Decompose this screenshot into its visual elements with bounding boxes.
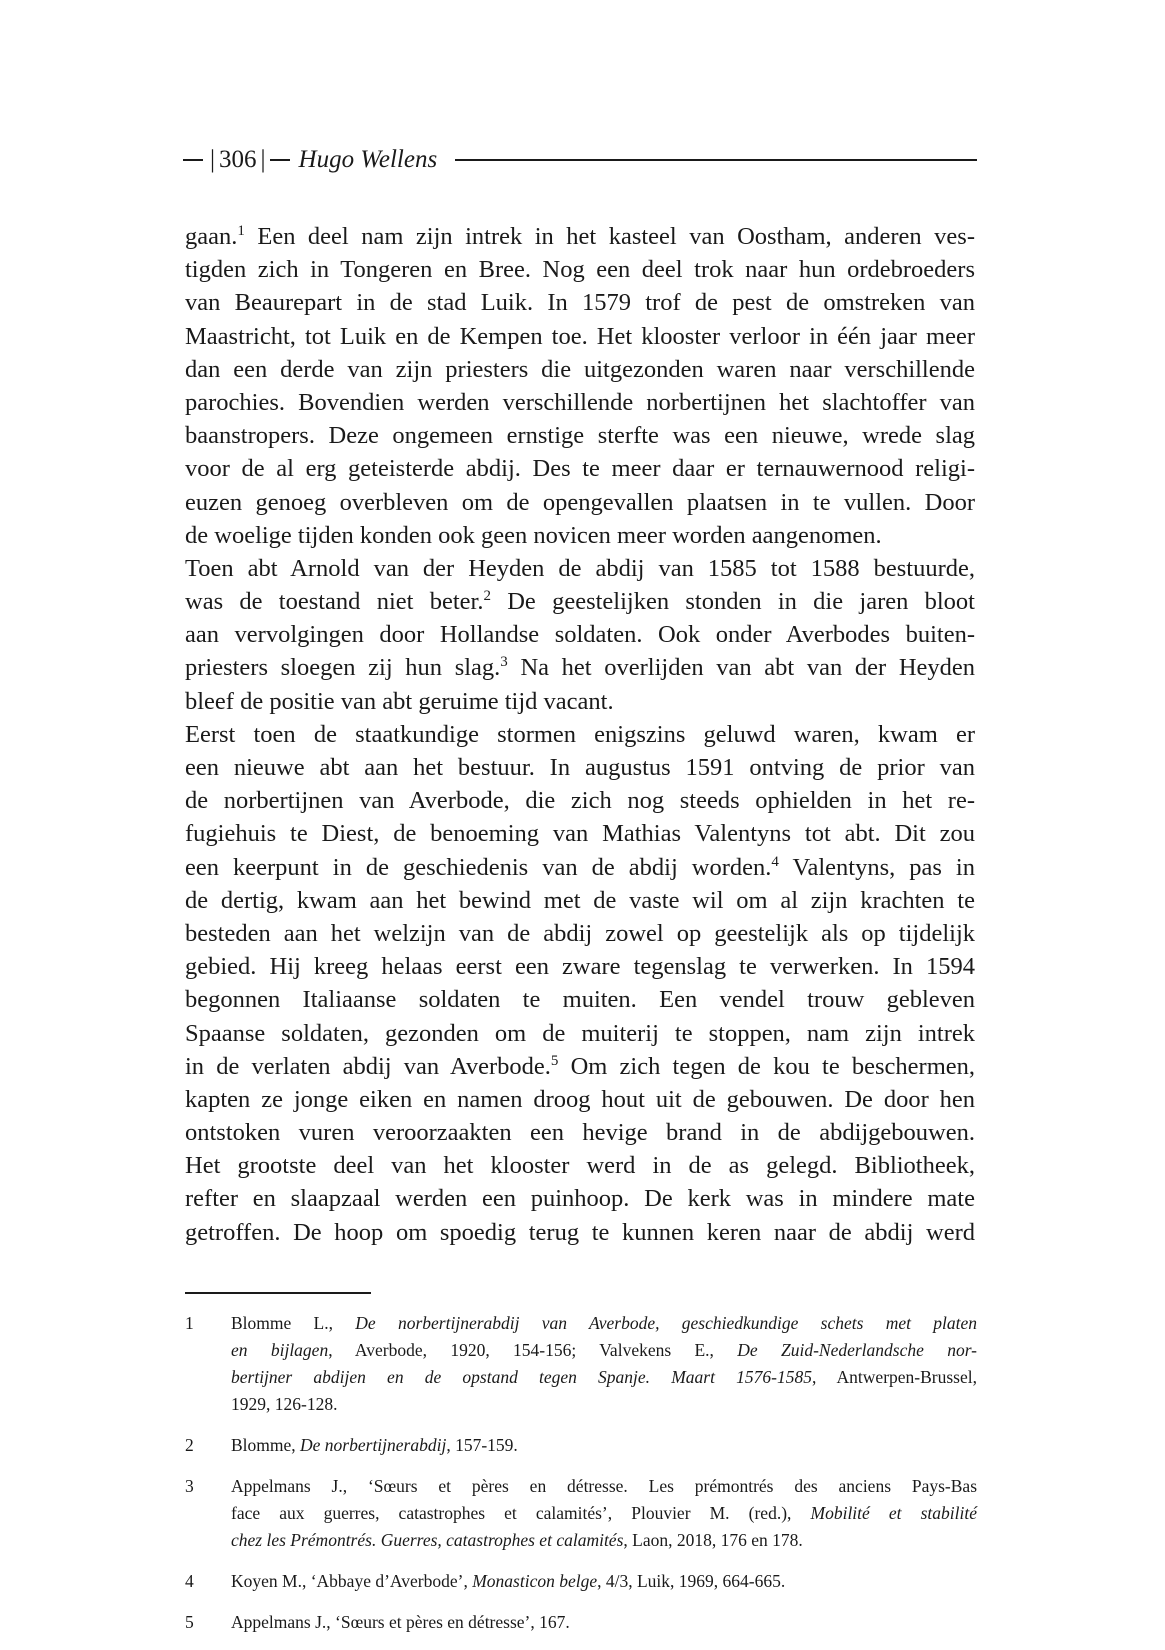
body-text-run: dan een derde van zijn priesters die uitgezonden waren naar verschillende — [185, 355, 975, 383]
footnote — [185, 1473, 977, 1554]
body-text-run: Valentyns, pas in — [778, 853, 975, 881]
body-text-run: de dertig, kwam aan het bewind met de vaste wil om al zijn krachten te — [185, 886, 975, 914]
body-line — [185, 751, 975, 784]
body-text-run: priesters sloegen zij hun slag. — [185, 654, 501, 682]
body-text-run: fugiehuis te Diest, de benoeming van Mathias Valentyns tot abt. Dit zou — [185, 820, 975, 848]
body-text-run: De geestelijken stonden in die jaren bloot — [490, 588, 975, 616]
body-line — [185, 286, 975, 319]
body-line — [185, 1083, 975, 1116]
footnote-number: 2 — [185, 1435, 194, 1455]
body-text-run: kapten ze jonge eiken en namen droog hout uit de gebouwen. De door hen — [185, 1085, 975, 1113]
footnote-line — [231, 1310, 977, 1337]
header-bar-left: | — [210, 146, 216, 173]
body-text-run: parochies. Bovendien werden verschillende norbertijnen het slachtoffer van — [185, 388, 975, 416]
running-header — [183, 142, 977, 178]
header-rule — [455, 159, 977, 161]
footnote — [185, 1432, 977, 1459]
body-line — [185, 651, 975, 684]
body-line — [185, 851, 975, 884]
body-text-run: euzen genoeg overbleven om de opengevallen plaatsen in te vullen. Door — [185, 488, 975, 516]
body-text-run: de woelige tijden konden ook geen novicen meer worden aangenomen. — [185, 521, 882, 549]
body-line — [185, 320, 975, 353]
body-line — [185, 718, 975, 751]
footnote-title: Monasticon belge — [472, 1571, 598, 1591]
page-number: 306 — [219, 146, 257, 173]
header-dash — [183, 159, 203, 161]
footnote — [185, 1568, 977, 1595]
body-text-run: in de verlaten abdij van Averbode. — [185, 1052, 551, 1080]
footnote-title: en bijlagen — [231, 1340, 329, 1360]
footnote-text: , 157-159. — [446, 1435, 518, 1455]
footnote-title: De norbertijnerabdij — [300, 1435, 447, 1455]
body-line — [185, 519, 975, 552]
body-line — [185, 452, 975, 485]
body-line — [185, 353, 975, 386]
body-text-run: Om zich tegen de kou te beschermen, — [558, 1052, 975, 1080]
body-line — [185, 784, 975, 817]
footnote-title: chez les Prémontrés. Guerres, catastrophes et calamités — [231, 1530, 624, 1550]
footnote-reference[interactable]: 2 — [483, 587, 491, 604]
footnote-text: , Laon, 2018, 176 en 178. — [623, 1530, 803, 1550]
body-line — [185, 1149, 975, 1182]
footnote-text: Blomme, — [231, 1435, 301, 1455]
footnote-text: Appelmans J., ‘Sœurs et pères en détresse’, 167. — [231, 1612, 570, 1632]
footnote-number: 3 — [185, 1476, 194, 1496]
footnote-text: Koyen M., ‘Abbaye d’Averbode’, — [231, 1571, 473, 1591]
body-line — [185, 618, 975, 651]
body-text-run: getroffen. De hoop om spoedig terug te kunnen keren naar de abdij werd — [185, 1218, 975, 1246]
body-text-run: Maastricht, tot Luik en de Kempen toe. Het klooster verloor in één jaar meer — [185, 322, 975, 350]
body-line — [185, 585, 975, 618]
footnote-text: , Averbode, 1920, 154-156; Valvekens E., — [328, 1340, 738, 1360]
body-line — [185, 983, 975, 1016]
body-line — [185, 253, 975, 286]
body-line — [185, 1116, 975, 1149]
body-line — [185, 884, 975, 917]
footnote — [185, 1310, 977, 1418]
body-text-run: Toen abt Arnold van der Heyden de abdij van 1585 tot 1588 bestuurde, — [185, 554, 975, 582]
footnote-title: Mobilité et stabilité — [810, 1503, 977, 1523]
body-text-run: begonnen Italiaanse soldaten te muiten. Een vendel trouw gebleven — [185, 986, 975, 1014]
body-text — [185, 220, 975, 1249]
footnote-line — [231, 1391, 977, 1418]
body-line — [185, 419, 975, 452]
footnote-text: , Antwerpen-Brussel, — [811, 1367, 977, 1387]
body-text-run: Een deel nam zijn intrek in het kasteel van Oostham, anderen ves- — [244, 223, 975, 250]
footnote-title: De norbertijnerabdij van Averbode, geschiedkundige schets met platen — [355, 1313, 977, 1333]
footnote-line — [231, 1364, 977, 1391]
body-line — [185, 1017, 975, 1050]
footnote-title: De Zuid-Nederlandsche nor- — [737, 1340, 977, 1360]
body-line — [185, 1050, 975, 1083]
body-line — [185, 950, 975, 983]
footnote-line — [231, 1432, 977, 1459]
footnote-separator — [185, 1292, 371, 1294]
footnote-reference[interactable]: 5 — [550, 1052, 559, 1069]
body-text-run: gebied. Hij kreeg helaas eerst een zware tegenslag te verwerken. In 1594 — [185, 953, 975, 981]
body-text-run: was de toestand niet beter. — [185, 588, 484, 616]
footnote-reference[interactable]: 3 — [500, 654, 508, 671]
body-line — [185, 817, 975, 850]
body-text-run: een nieuwe abt aan het bestuur. In augustus 1591 ontving de prior van — [185, 754, 975, 781]
footnote-text: Blomme L., — [231, 1313, 356, 1333]
footnote-number: 4 — [185, 1571, 194, 1591]
footnote-text: 1929, 126-128. — [231, 1394, 338, 1414]
body-text-run: ontstoken vuren veroorzaakten een hevige brand in de abdijgebouwen. — [185, 1119, 975, 1147]
footnotes — [185, 1310, 977, 1650]
footnote-reference[interactable]: 1 — [237, 222, 245, 239]
footnote-line — [231, 1527, 977, 1554]
footnote-line — [231, 1473, 977, 1500]
body-text-run: Het grootste deel van het klooster werd in de as gelegd. Bibliotheek, — [185, 1152, 975, 1180]
footnote-text: , 4/3, Luik, 1969, 664-665. — [597, 1571, 786, 1591]
footnote-text: Appelmans J., ‘Sœurs et pères en détresse. Les prémontrés des anciens Pays-Bas — [231, 1476, 977, 1496]
body-line — [185, 917, 975, 950]
body-text-run: Na het overlijden van abt van der Heyden — [507, 654, 975, 682]
body-line — [185, 486, 975, 519]
header-dash — [270, 159, 290, 161]
body-text-run: Spaanse soldaten, gezonden om de muiterij te stoppen, nam zijn intrek — [185, 1019, 975, 1047]
footnote-line — [231, 1500, 977, 1527]
footnote-number: 5 — [185, 1612, 194, 1632]
footnote-line — [231, 1568, 977, 1595]
body-line — [185, 1216, 975, 1249]
footnote-line — [231, 1609, 977, 1636]
body-text-run: tigden zich in Tongeren en Bree. Nog een deel trok naar hun ordebroeders — [185, 256, 975, 284]
body-text-run: besteden aan het welzijn van de abdij zowel op geestelijk als op tijdelijk — [185, 919, 975, 947]
body-line — [185, 685, 975, 718]
body-line — [185, 386, 975, 419]
body-text-run: aan vervolgingen door Hollandse soldaten. Ook onder Averbodes buiten- — [185, 621, 975, 649]
body-text-run: baanstropers. Deze ongemeen ernstige sterfte was een nieuwe, wrede slag — [185, 422, 975, 450]
body-text-run: van Beaurepart in de stad Luik. In 1579 trof de pest de omstreken van — [185, 289, 975, 317]
footnote — [185, 1609, 977, 1636]
body-text-run: Eerst toen de staatkundige stormen enigszins geluwd waren, kwam er — [185, 720, 975, 748]
body-text-run: refter en slaapzaal werden een puinhoop. De kerk was in mindere mate — [185, 1185, 975, 1213]
body-line — [185, 1182, 975, 1215]
body-text-run: de norbertijnen van Averbode, die zich nog steeds ophielden in het re- — [185, 787, 975, 815]
running-author: Hugo Wellens — [298, 146, 438, 173]
body-text-run: gaan. — [185, 223, 238, 250]
body-text-run: bleef de positie van abt geruime tijd vacant. — [185, 687, 614, 715]
footnote-title: bertijner abdijen en de opstand tegen Spanje. Maart 1576-1585 — [231, 1367, 812, 1387]
body-text-run: voor de al erg geteisterde abdij. Des te meer daar er ternauwernood religi- — [185, 455, 975, 483]
body-line — [185, 220, 975, 253]
footnote-line — [231, 1337, 977, 1364]
body-line — [185, 552, 975, 585]
footnote-text: face aux guerres, catastrophes et calamités’, Plouvier M. (red.), — [231, 1503, 811, 1523]
body-text-run: een keerpunt in de geschiedenis van de abdij worden. — [185, 853, 772, 881]
footnote-reference[interactable]: 4 — [771, 853, 779, 870]
header-bar-right: | — [260, 146, 266, 173]
footnote-number: 1 — [185, 1313, 194, 1333]
